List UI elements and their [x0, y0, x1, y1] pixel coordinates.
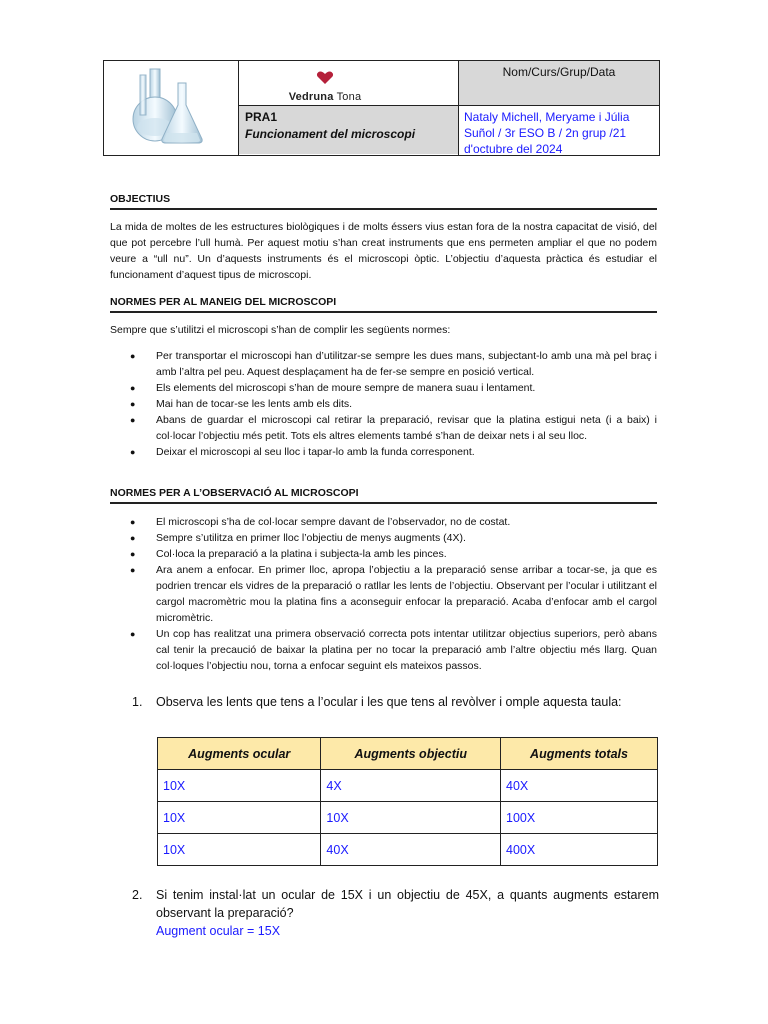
list-item: ● Per transportar el microscopi han d’utilitzar-se sempre les dues mans, subjectant-lo amb una mà pel braç i amb l’altra pel peu. Aquest desplaçament ha de fer-se sempre en posició vertical. — [110, 348, 657, 380]
practice-code: PRA1 — [245, 110, 278, 124]
practice-title: Funcionament del microscopi — [245, 127, 416, 141]
vedruna-logo — [275, 71, 375, 103]
list-item: ● Col·loca la preparació a la platina i subjecta-la amb les pinces. — [110, 546, 657, 562]
augments-table — [157, 737, 658, 866]
question-number: 2. — [132, 888, 143, 902]
list-item: ● Sempre s’utilitza en primer lloc l’objectiu de menys augments (4X). — [110, 530, 657, 546]
table-row — [158, 802, 658, 834]
question-text: Si tenim instal·lat un ocular de 15X i un objectiu de 45X, a quants augments estarem observant la preparació? — [156, 888, 659, 920]
maneig-intro: Sempre que s’utilitzi el microscopi s’han de complir les següents normes: — [110, 324, 451, 336]
table-row — [158, 770, 658, 802]
list-item: ● Abans de guardar el microscopi cal retirar la preparació, revisar que la platina estigui neta (i a baix) i col·locar l’objectiu més petit. Tots els altres elements també s’han de deixar nets i al seu lloc. — [110, 412, 657, 444]
heading-maneig: NORMES PER AL MANEIG DEL MICROSCOPI — [110, 296, 657, 313]
table-row — [158, 834, 658, 866]
col-header: Augments totals — [501, 738, 658, 770]
list-item: ● Mai han de tocar-se les lents amb els dits. — [110, 396, 657, 412]
table-cell[interactable]: 10X — [321, 802, 501, 834]
table-cell[interactable]: 40X — [501, 770, 658, 802]
col-header: Augments ocular — [158, 738, 321, 770]
list-item: ● El microscopi s’ha de col·locar sempre davant de l’observador, no de costat. — [110, 514, 657, 530]
list-item: ● Ara anem a enfocar. En primer lloc, apropa l’objectiu a la preparació sense arribar a tocar-se, ja que es podrien trencar els vidres de la preparació o ratllar les lents de l’objectiu. Observant per l’ocular i utilitzant el cargol macromètric mou la platina fins a aconseguir enfocar la preparació. Acaba d’enfocar amb el cargol micromètric. — [110, 562, 657, 626]
table-cell[interactable]: 10X — [158, 834, 321, 866]
header-table — [103, 60, 660, 156]
table-cell[interactable]: 100X — [501, 802, 658, 834]
brand-name-2: Tona — [336, 91, 362, 103]
student-names: Nataly Michell, Meryame i Júlia Suñol / 3r ESO B / 2n grup /21 d'octubre del 2024 — [464, 110, 630, 156]
table-cell[interactable]: 4X — [321, 770, 501, 802]
heading-observacio: NORMES PER A L’OBSERVACIÓ AL MICROSCOPI — [110, 487, 657, 504]
brand-name-1: Vedruna — [288, 91, 334, 103]
heart-icon — [316, 71, 334, 85]
heading-objectius: OBJECTIUS — [110, 193, 657, 210]
objectius-text: La mida de moltes de les estructures biològiques i de molts éssers vius estan fora de la nostra capacitat de visió, del que pot percebre l’ull humà. Per aquest motiu s’han creat instruments que ens permeten ampliar el que no podem veure a “ull nu”. Un d’aquests instruments és el microscopi òptic. L’objectiu d’aquesta pràctica és estudiar el funcionament d’aquest tipus de microscopi. — [110, 221, 657, 281]
table-cell[interactable]: 10X — [158, 770, 321, 802]
practice-cell — [239, 106, 458, 154]
list-item: ● Els elements del microscopi s’han de moure sempre de manera suau i lentament. — [110, 380, 657, 396]
flask-image — [104, 61, 238, 154]
observacio-list — [110, 514, 657, 674]
table-cell[interactable]: 10X — [158, 802, 321, 834]
question-1 — [132, 693, 659, 711]
question-number: 1. — [132, 695, 143, 709]
list-item: ● Deixar el microscopi al seu lloc i tapar-lo amb la funda corresponent. — [110, 444, 657, 460]
list-item: ● Un cop has realitzat una primera observació correcta pots intentar utilitzar objectius superiors, però abans cal tenir la precaució de baixar la platina per no tocar la preparació amb l’altre objectiu més llarg. Quan col·loques l’objectiu nou, torna a enfocar seguint els mateixos passos. — [110, 626, 657, 674]
table-cell[interactable]: 400X — [501, 834, 658, 866]
question-text: Observa les lents que tens a l’ocular i les que tens al revòlver i omple aquesta taula: — [156, 695, 622, 709]
brand-cell — [239, 61, 458, 105]
maneig-list — [110, 348, 657, 460]
table-header-row — [158, 738, 658, 770]
question-2 — [132, 886, 659, 940]
answer-text[interactable]: Augment ocular = 15X — [156, 924, 281, 938]
nom-label: Nom/Curs/Grup/Data — [459, 61, 659, 105]
col-header: Augments objectiu — [321, 738, 501, 770]
table-cell[interactable]: 40X — [321, 834, 501, 866]
